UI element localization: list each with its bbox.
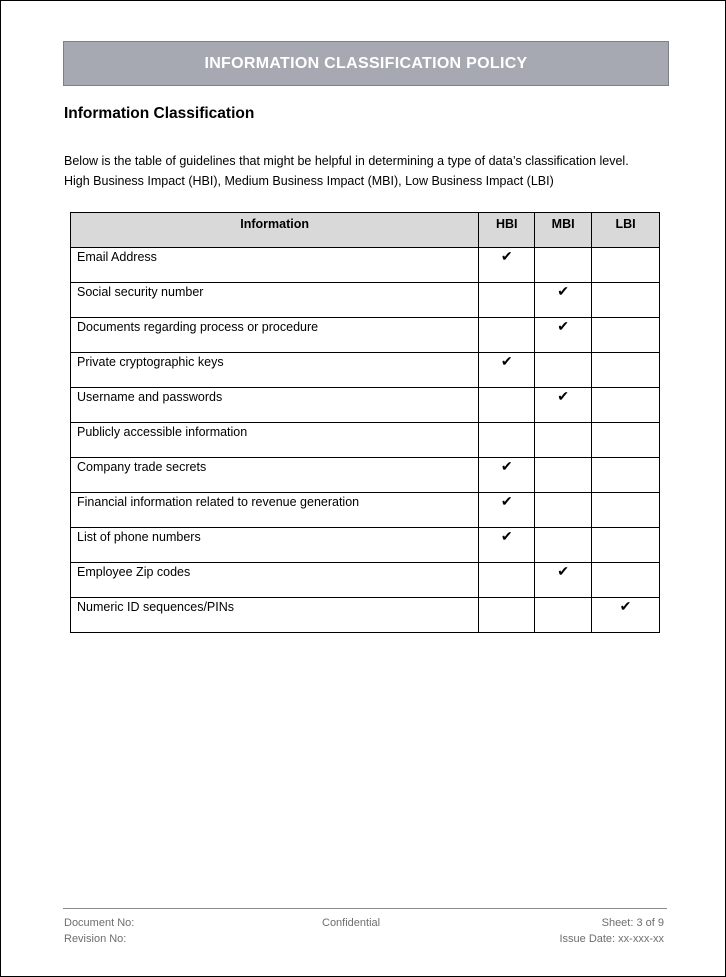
mbi-cell — [535, 353, 592, 388]
hbi-cell — [479, 353, 535, 388]
information-cell: Company trade secrets — [71, 458, 479, 493]
mbi-cell — [535, 283, 592, 318]
lbi-cell — [592, 318, 660, 353]
hbi-cell — [479, 388, 535, 423]
checkmark-icon: ✔ — [557, 388, 569, 404]
table-row — [71, 248, 660, 283]
footer-right — [559, 915, 664, 947]
hbi-cell — [479, 493, 535, 528]
lbi-cell — [592, 388, 660, 423]
intro-paragraph — [64, 151, 684, 191]
table-row — [71, 458, 660, 493]
checkmark-icon: ✔ — [500, 528, 513, 544]
table-row — [71, 353, 660, 388]
lbi-cell — [592, 598, 660, 633]
table-row — [71, 388, 660, 423]
intro-line-2: High Business Impact (HBI), Medium Business Impact (MBI), Low Business Impact (LBI) — [64, 174, 554, 188]
lbi-cell — [592, 423, 660, 458]
information-cell: List of phone numbers — [71, 528, 479, 563]
table-row — [71, 493, 660, 528]
mbi-cell — [535, 493, 592, 528]
issue-date: Issue Date: xx-xxx-xx — [559, 933, 664, 945]
table-row — [71, 598, 660, 633]
table-header-row — [71, 213, 660, 248]
header-information: Information — [71, 213, 479, 248]
hbi-cell — [479, 458, 535, 493]
lbi-cell — [592, 563, 660, 598]
hbi-cell — [479, 563, 535, 598]
footer-left — [64, 915, 134, 947]
information-cell: Financial information related to revenue generation — [71, 493, 479, 528]
checkmark-icon: ✔ — [500, 458, 513, 474]
header-lbi: LBI — [592, 213, 660, 248]
intro-line-1: Below is the table of guidelines that might be helpful in determining a type of data’s classification level. — [64, 154, 629, 168]
checkmark-icon: ✔ — [619, 598, 632, 614]
information-cell: Documents regarding process or procedure — [71, 318, 479, 353]
checkmark-icon: ✔ — [500, 248, 513, 264]
mbi-cell — [535, 318, 592, 353]
lbi-cell — [592, 458, 660, 493]
footer-center — [322, 915, 380, 931]
information-cell: Private cryptographic keys — [71, 353, 479, 388]
table-row — [71, 283, 660, 318]
table-row — [71, 423, 660, 458]
information-cell: Employee Zip codes — [71, 563, 479, 598]
mbi-cell — [535, 528, 592, 563]
table-row — [71, 563, 660, 598]
hbi-cell — [479, 318, 535, 353]
header-mbi: MBI — [535, 213, 592, 248]
table-row — [71, 528, 660, 563]
hbi-cell — [479, 598, 535, 633]
mbi-cell — [535, 458, 592, 493]
section-heading: Information Classification — [64, 105, 255, 122]
revision-no-label: Revision No: — [64, 933, 127, 945]
lbi-cell — [592, 353, 660, 388]
information-cell: Publicly accessible information — [71, 423, 479, 458]
mbi-cell — [535, 423, 592, 458]
information-cell: Email Address — [71, 248, 479, 283]
mbi-cell — [535, 563, 592, 598]
footer-divider — [63, 908, 667, 909]
hbi-cell — [479, 423, 535, 458]
mbi-cell — [535, 248, 592, 283]
checkmark-icon: ✔ — [557, 283, 569, 299]
hbi-cell — [479, 528, 535, 563]
header-hbi: HBI — [479, 213, 535, 248]
hbi-cell — [479, 248, 535, 283]
table-row — [71, 318, 660, 353]
hbi-cell — [479, 283, 535, 318]
table-body — [71, 248, 660, 633]
lbi-cell — [592, 528, 660, 563]
lbi-cell — [592, 283, 660, 318]
document-title: INFORMATION CLASSIFICATION POLICY — [204, 54, 528, 72]
title-banner — [63, 41, 669, 86]
classification-table — [70, 212, 660, 633]
lbi-cell — [592, 493, 660, 528]
checkmark-icon: ✔ — [557, 318, 569, 334]
checkmark-icon: ✔ — [557, 563, 569, 579]
confidential-label: Confidential — [322, 917, 381, 929]
information-cell: Username and passwords — [71, 388, 479, 423]
sheet-number: Sheet: 3 of 9 — [601, 917, 664, 929]
lbi-cell — [592, 248, 660, 283]
document-no-label: Document No: — [64, 917, 135, 929]
checkmark-icon: ✔ — [500, 493, 513, 509]
checkmark-icon: ✔ — [500, 353, 513, 369]
mbi-cell — [535, 388, 592, 423]
information-cell: Social security number — [71, 283, 479, 318]
information-cell: Numeric ID sequences/PINs — [71, 598, 479, 633]
mbi-cell — [535, 598, 592, 633]
